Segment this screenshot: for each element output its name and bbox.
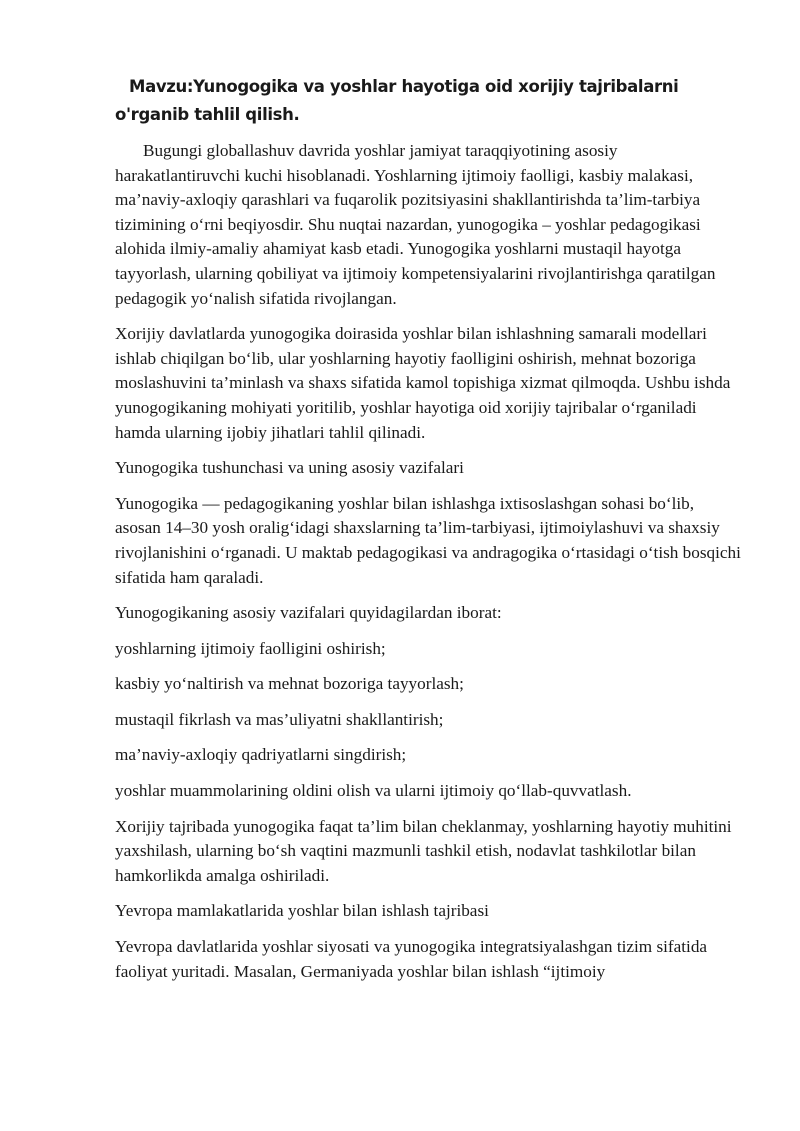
list-item: yoshlarning ijtimoiy faolligini oshirish; [115,638,386,658]
document-body [115,73,743,995]
paragraph-foreign-experience: Xorijiy davlatlarda yunogogika doirasida yoshlar bilan ishlashning samarali modellari ishlab chiqilgan bo‘lib, ular yoshlarning hayotiy faolligini oshirish, mehnat bozoriga moslashuvini ta’minlash va shaxs sifatida kamol topishiga xizmat qilmoqda. Ushbu ishda yunogogikaning mohiyati yoritilib, yoshlar hayotiga oid xorijiy tajribalar o‘rganiladi hamda ularning ijobiy jihatlari tahlil qilinadi. [115,324,731,442]
list-item: ma’naviy-axloqiy qadriyatlarni singdirish; [115,745,407,765]
section-heading-concept: Yunogogika tushunchasi va uning asosiy vazifalari [115,458,464,478]
paragraph-definition: Yunogogika — pedagogikaning yoshlar bilan ishlashga ixtisoslashgan sohasi bo‘lib, asosan 14–30 yosh oralig‘idagi shaxslarning ta’lim-tarbiyasi, ijtimoiylashuvi va shaxsiy rivojlanishini o‘rganadi. U maktab pedagogikasi va andragogika o‘rtasidagi o‘tish bosqichi sifatida ham qaraladi. [115,493,741,587]
list-item: mustaqil fikrlash va mas’uliyatni shakllantirish; [115,709,444,729]
list-item: yoshlar muammolarining oldini olish va ularni ijtimoiy qo‘llab-quvvatlash. [115,781,632,801]
paragraph-intro: Bugungi globallashuv davrida yoshlar jamiyat taraqqiyotining asosiy harakatlantiruvchi kuchi hisoblanadi. Yoshlarning ijtimoiy faolligi, kasbiy malakasi, ma’naviy-axloqiy qarashlari va fuqarolik pozitsiyasini shakllantirishda ta’lim-tarbiya tizimining o‘rni beqiyosdir. Shu nuqtai nazardan, yunogogika – yoshlar pedagogikasi alohida ilmiy-amaliy ahamiyat kasb etadi. Yunogogika yoshlarni mustaqil hayotga tayyorlash, ularning qobiliyat va ijtimoiy kompetensiyalarini rivojlantirishga qaratilgan pedagogik yo‘nalish sifatida rivojlangan. [115,141,716,308]
list-item: kasbiy yo‘naltirish va mehnat bozoriga tayyorlash; [115,674,464,694]
paragraph-foreign-practice: Xorijiy tajribada yunogogika faqat ta’lim bilan cheklanmay, yoshlarning hayotiy muhitini yaxshilash, ularning bo‘sh vaqtini mazmunli tashkil etish, nodavlat tashkilotlar bilan hamkorlikda amalga oshiriladi. [115,816,732,885]
document-title: Mavzu:Yunogogika va yoshlar hayotiga oid xorijiy tajribalarni o'rganib tahlil qilish. [115,77,679,124]
paragraph-europe: Yevropa davlatlarida yoshlar siyosati va yunogogika integratsiyalashgan tizim sifatida faoliyat yuritadi. Masalan, Germaniyada yoshlar bilan ishlash “ijtimoiy [115,937,708,981]
section-heading-europe: Yevropa mamlakatlarida yoshlar bilan ishlash tajribasi [115,901,489,921]
paragraph-tasks-intro: Yunogogikaning asosiy vazifalari quyidagilardan iborat: [115,603,502,623]
